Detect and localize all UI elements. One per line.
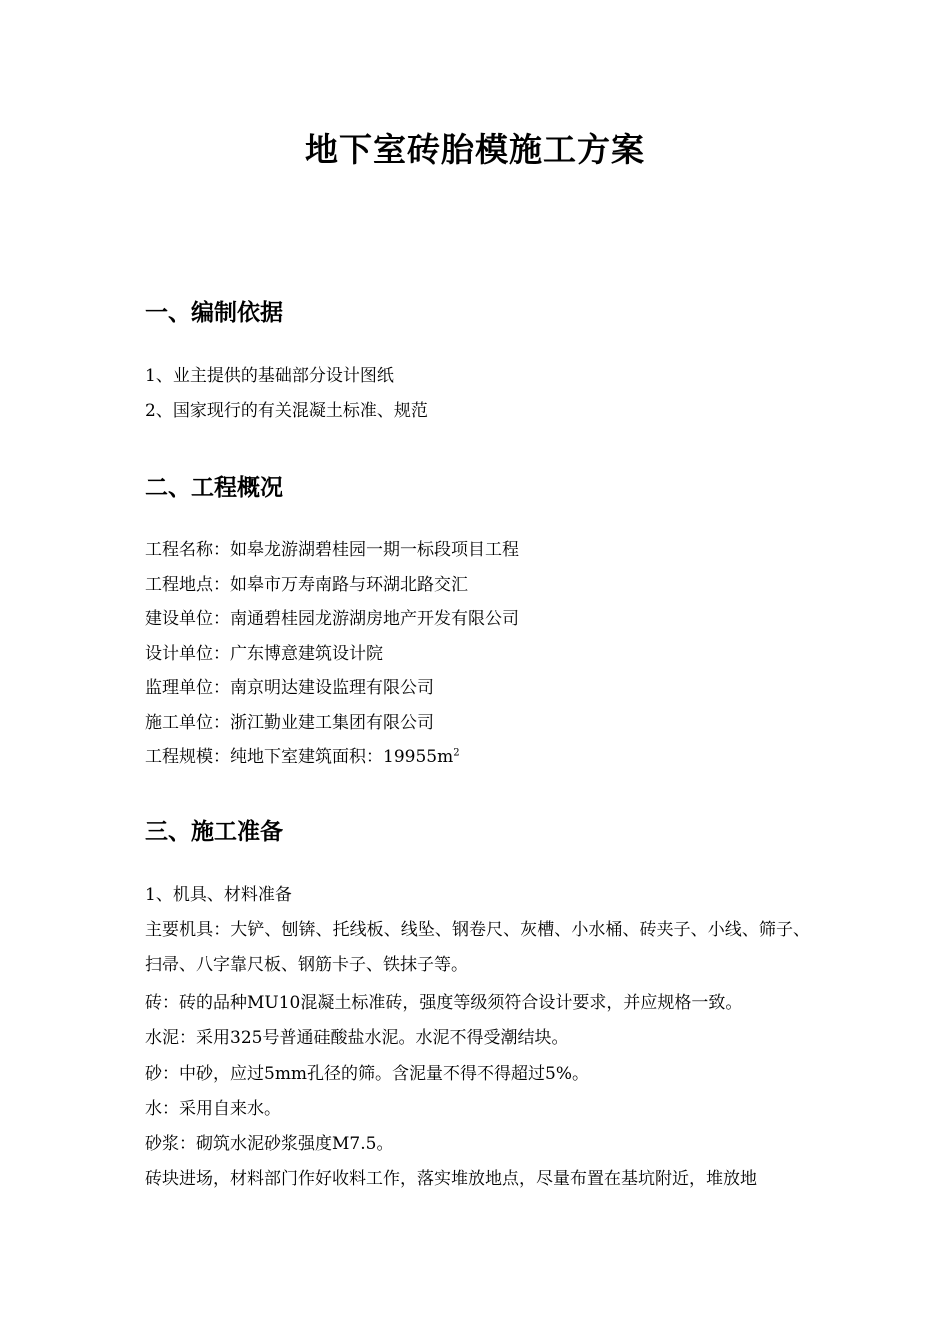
area-unit-superscript: 2 xyxy=(453,747,460,759)
construction-owner: 建设单位：南通碧桂园龙游湖房地产开发有限公司 xyxy=(145,609,519,629)
prep-brick: 砖：砖的品种MU10混凝土标准砖，强度等级须符合设计要求，并应规格一致。 xyxy=(145,993,743,1013)
prep-water: 水：采用自来水。 xyxy=(145,1099,281,1119)
prep-mortar: 砂浆：砌筑水泥砂浆强度M7.5。 xyxy=(145,1134,394,1154)
section-heading-basis: 一、编制依据 xyxy=(145,300,283,326)
basis-item-1: 1、业主提供的基础部分设计图纸 xyxy=(145,366,394,386)
prep-cement: 水泥：采用325号普通硅酸盐水泥。水泥不得受潮结块。 xyxy=(145,1028,569,1048)
project-scale xyxy=(145,740,810,775)
project-scale-text: 工程规模：纯地下室建筑面积：19955m xyxy=(145,747,454,767)
contractor-unit: 施工单位：浙江勤业建工集团有限公司 xyxy=(145,713,434,733)
section-heading-preparation: 三、施工准备 xyxy=(145,819,283,845)
project-name: 工程名称：如皋龙游湖碧桂园一期一标段项目工程 xyxy=(145,540,519,560)
prep-main-tools: 主要机具：大铲、刨锛、托线板、线坠、钢卷尺、灰槽、小水桶、砖夹子、小线、筛子、扫帚、八字靠尺板、钢筋卡子、铁抹子等。 xyxy=(145,920,810,975)
document-title: 地下室砖胎模施工方案 xyxy=(305,130,645,169)
prep-sand: 砂：中砂，应过5mm孔径的筛。含泥量不得不得超过5%。 xyxy=(145,1064,590,1084)
prep-brick-delivery: 砖块进场，材料部门作好收料工作，落实堆放地点，尽量布置在基坑附近，堆放地 xyxy=(145,1169,757,1189)
basis-item-2: 2、国家现行的有关混凝土标准、规范 xyxy=(145,401,428,421)
supervision-unit: 监理单位：南京明达建设监理有限公司 xyxy=(145,678,434,698)
project-location: 工程地点：如皋市万寿南路与环湖北路交汇 xyxy=(145,575,468,595)
design-unit: 设计单位：广东博意建筑设计院 xyxy=(145,644,383,664)
section-heading-overview: 二、工程概况 xyxy=(145,475,283,501)
prep-subheading-tools-materials: 1、机具、材料准备 xyxy=(145,885,292,905)
